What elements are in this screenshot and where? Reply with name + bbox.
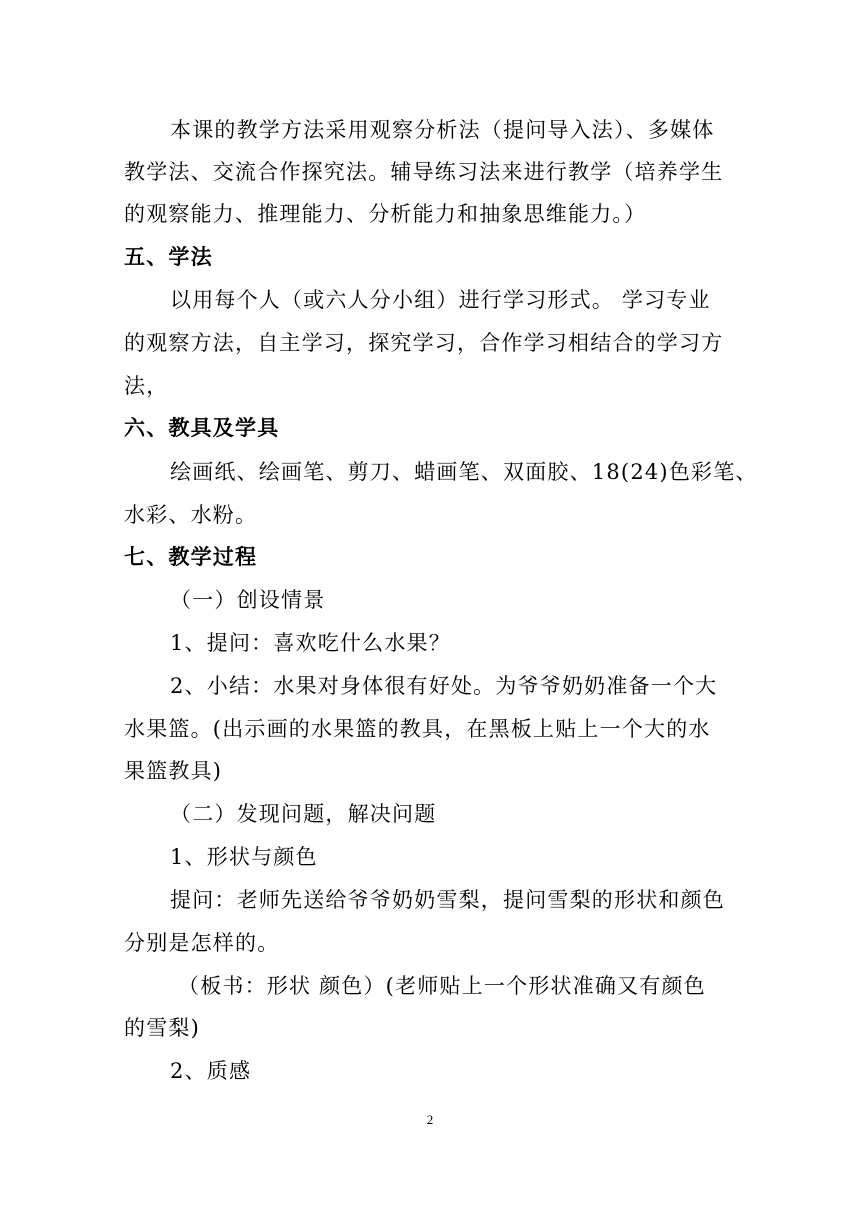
paragraph-line: 的观察方法，自主学习，探究学习，合作学习相结合的学习方	[124, 331, 724, 355]
paragraph-line: 1、形状与颜色	[170, 845, 318, 869]
paragraph-line: 2、小结：水果对身体很有好处。为爷爷奶奶准备一个大	[170, 674, 718, 698]
paragraph-line: 分别是怎样的。	[124, 931, 280, 955]
paragraph-line: 2、质感	[170, 1059, 252, 1083]
paragraph-line: 的观察能力、推理能力、分析能力和抽象思维能力。）	[124, 202, 647, 226]
paragraph-line: 的雪梨)	[124, 1016, 200, 1040]
page-number: 2	[426, 1112, 434, 1127]
section-heading-study-method: 五、学法	[124, 245, 213, 269]
paragraph-line: 教学法、交流合作探究法。辅导练习法来进行教学（培养学生	[124, 160, 724, 184]
paragraph-line: 法，	[124, 374, 169, 398]
section-heading-teaching-aids: 六、教具及学具	[124, 416, 280, 440]
section-heading-teaching-process: 七、教学过程	[124, 545, 258, 569]
subsection-heading: （二）发现问题，解决问题	[170, 802, 437, 826]
paragraph-line: 水彩、水粉。	[124, 503, 258, 527]
paragraph-line: 以用每个人（或六人分小组）进行学习形式。 学习专业	[170, 288, 711, 312]
paragraph-line: 本课的教学方法采用观察分析法（提问导入法）、多媒体	[170, 118, 715, 142]
paragraph-line: 水果篮。(出示画的水果篮的教具，在黑板上贴上一个大的水	[124, 717, 711, 741]
paragraph-line: 绘画纸、绘画笔、剪刀、蜡画笔、双面胶、18(24)色彩笔、	[170, 460, 758, 484]
paragraph-line: 提问：老师先送给爷爷奶奶雪梨，提问雪梨的形状和颜色	[170, 888, 725, 912]
paragraph-line: （板书：形状 颜色）(老师贴上一个形状准确又有颜色	[178, 974, 706, 998]
paragraph-line: 1、提问：喜欢吃什么水果？	[170, 631, 451, 655]
paragraph-line: 果篮教具)	[124, 759, 223, 783]
subsection-heading: （一）创设情景	[170, 588, 326, 612]
